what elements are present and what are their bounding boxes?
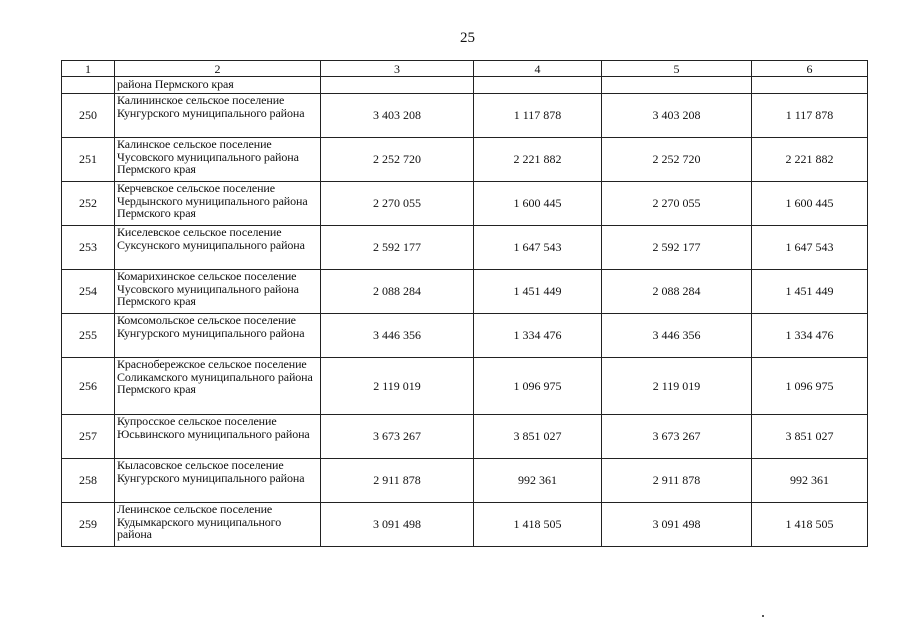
- scan-speck: [762, 615, 764, 617]
- value-col3: 2 252 720: [321, 138, 474, 182]
- settlement-name: Комарихинское сельское поселение Чусовского муниципального района Пермского края: [115, 270, 321, 314]
- settlement-name: района Пермского края: [115, 77, 321, 94]
- table-row: [62, 138, 868, 182]
- value-col5: 2 088 284: [602, 270, 752, 314]
- value-col5: 2 270 055: [602, 182, 752, 226]
- settlement-name: Киселевское сельское поселение Суксунского муниципального района: [115, 226, 321, 270]
- value-col6: 1 647 543: [752, 226, 868, 270]
- row-number: [62, 77, 115, 94]
- table-header-row: [62, 61, 868, 77]
- value-col6: [752, 77, 868, 94]
- row-number: 258: [62, 459, 115, 503]
- value-col3: 3 446 356: [321, 314, 474, 358]
- column-header: 2: [115, 61, 321, 77]
- settlement-name: Калининское сельское поселение Кунгурского муниципального района: [115, 94, 321, 138]
- settlement-name: Калинское сельское поселение Чусовского муниципального района Пермского края: [115, 138, 321, 182]
- value-col5: 3 091 498: [602, 503, 752, 547]
- value-col3: 2 911 878: [321, 459, 474, 503]
- value-col3: 3 673 267: [321, 415, 474, 459]
- value-col4: 1 451 449: [474, 270, 602, 314]
- value-col6: 1 334 476: [752, 314, 868, 358]
- column-header: 1: [62, 61, 115, 77]
- budget-table: [61, 60, 868, 547]
- value-col4: 2 221 882: [474, 138, 602, 182]
- column-header: 6: [752, 61, 868, 77]
- column-header: 4: [474, 61, 602, 77]
- settlement-name: Краснобережское сельское поселение Соликамского муниципального района Пермского края: [115, 358, 321, 415]
- settlement-name: Комсомольское сельское поселение Кунгурского муниципального района: [115, 314, 321, 358]
- value-col4: 3 851 027: [474, 415, 602, 459]
- value-col6: 2 221 882: [752, 138, 868, 182]
- value-col4: 1 647 543: [474, 226, 602, 270]
- value-col5: [602, 77, 752, 94]
- value-col5: 3 673 267: [602, 415, 752, 459]
- value-col3: 2 119 019: [321, 358, 474, 415]
- value-col4: 1 600 445: [474, 182, 602, 226]
- table-row-continuation: [62, 77, 868, 94]
- table-row: [62, 270, 868, 314]
- row-number: 250: [62, 94, 115, 138]
- value-col5: 3 403 208: [602, 94, 752, 138]
- value-col4: 1 418 505: [474, 503, 602, 547]
- value-col3: 2 088 284: [321, 270, 474, 314]
- row-number: 254: [62, 270, 115, 314]
- row-number: 252: [62, 182, 115, 226]
- value-col6: 1 600 445: [752, 182, 868, 226]
- settlement-name: Керчевское сельское поселение Чердынского муниципального района Пермского края: [115, 182, 321, 226]
- value-col3: 3 403 208: [321, 94, 474, 138]
- value-col3: 2 270 055: [321, 182, 474, 226]
- table-row: [62, 358, 868, 415]
- value-col4: [474, 77, 602, 94]
- value-col5: 2 252 720: [602, 138, 752, 182]
- value-col5: 2 911 878: [602, 459, 752, 503]
- value-col5: 3 446 356: [602, 314, 752, 358]
- row-number: 251: [62, 138, 115, 182]
- settlement-name: Купросское сельское поселение Юсьвинского муниципального района: [115, 415, 321, 459]
- value-col5: 2 119 019: [602, 358, 752, 415]
- settlement-name: Ленинское сельское поселение Кудымкарского муниципального района: [115, 503, 321, 547]
- row-number: 255: [62, 314, 115, 358]
- value-col4: 1 334 476: [474, 314, 602, 358]
- column-header: 3: [321, 61, 474, 77]
- value-col4: 1 117 878: [474, 94, 602, 138]
- row-number: 259: [62, 503, 115, 547]
- table-row: [62, 226, 868, 270]
- value-col4: 1 096 975: [474, 358, 602, 415]
- settlement-name: Кыласовское сельское поселение Кунгурского муниципального района: [115, 459, 321, 503]
- table-row: [62, 459, 868, 503]
- value-col3: [321, 77, 474, 94]
- table-row: [62, 182, 868, 226]
- value-col6: 1 418 505: [752, 503, 868, 547]
- value-col6: 1 451 449: [752, 270, 868, 314]
- row-number: 256: [62, 358, 115, 415]
- value-col6: 1 117 878: [752, 94, 868, 138]
- table-row: [62, 415, 868, 459]
- row-number: 257: [62, 415, 115, 459]
- table-row: [62, 94, 868, 138]
- page-number: 25: [460, 30, 475, 46]
- value-col6: 3 851 027: [752, 415, 868, 459]
- value-col3: 3 091 498: [321, 503, 474, 547]
- value-col3: 2 592 177: [321, 226, 474, 270]
- value-col6: 992 361: [752, 459, 868, 503]
- column-header: 5: [602, 61, 752, 77]
- value-col5: 2 592 177: [602, 226, 752, 270]
- table-row: [62, 314, 868, 358]
- value-col4: 992 361: [474, 459, 602, 503]
- row-number: 253: [62, 226, 115, 270]
- table-row: [62, 503, 868, 547]
- value-col6: 1 096 975: [752, 358, 868, 415]
